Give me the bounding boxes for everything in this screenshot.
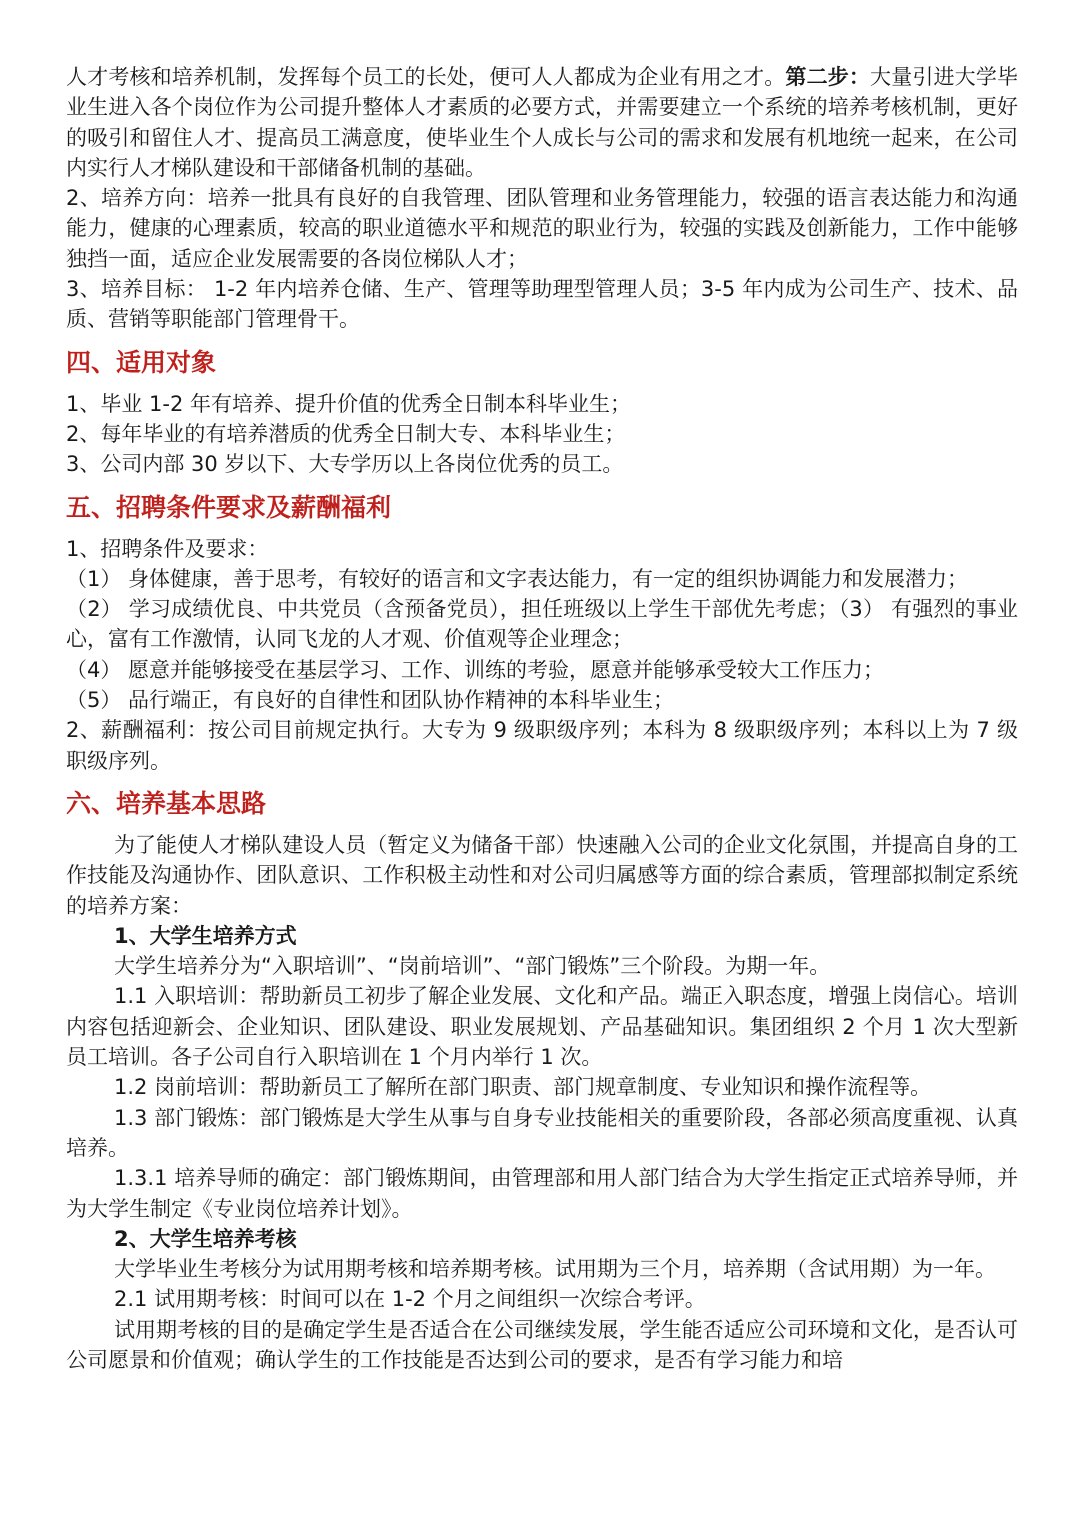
intro-lead-text: 人才考核和培养机制，发挥每个员工的长处，便可人人都成为企业有用之才。 <box>66 65 786 89</box>
section-5-item: （2） 学习成绩优良、中共党员（含预备党员），担任班级以上学生干部优先考虑；（3） 有强烈的事业心，富有工作激情，认同飞龙的人才观、价值观等企业理念； <box>66 597 1018 652</box>
subsection-1-paragraph: 1.2 岗前培训：帮助新员工了解所在部门职责、部门规章制度、专业知识和操作流程等。 <box>114 1075 932 1100</box>
subsection-2-paragraph: 试用期考核的目的是确定学生是否适合在公司继续发展，学生能否适应公司环境和文化，是否认可公司愿景和价值观；确认学生的工作技能是否达到公司的要求，是否有学习能力和培 <box>66 1317 1018 1372</box>
subsection-1-title: 1、大学生培养方式 <box>114 923 297 948</box>
document-page <box>66 62 1018 1375</box>
section-6-intro: 为了能使人才梯队建设人员（暂定义为储备干部）快速融入公司的企业文化氛围，并提高自身的工作技能及沟通协作、团队意识、工作积极主动性和对公司归属感等方面的综合素质，管理部拟制定系统的培养方案： <box>66 832 1018 918</box>
section-4-item: 2、每年毕业的有培养潜质的优秀全日制大专、本科毕业生； <box>66 421 626 446</box>
subsection-1-paragraph: 1.3 部门锻炼：部门锻炼是大学生从事与自身专业技能相关的重要阶段，各部必须高度重视、认真培养。 <box>66 1105 1018 1160</box>
section-5-item: （1） 身体健康，善于思考，有较好的语言和文字表达能力，有一定的组织协调能力和发展潜力； <box>66 566 969 591</box>
subsection-2-paragraph: 大学毕业生考核分为试用期考核和培养期考核。试用期为三个月，培养期（含试用期）为一年。 <box>114 1257 996 1282</box>
section-5-item: （4） 愿意并能够接受在基层学习、工作、训练的考验，愿意并能够承受较大工作压力； <box>66 657 885 682</box>
section-5-heading: 五、招聘条件要求及薪酬福利 <box>66 492 392 522</box>
intro-rest-text: 大量引进大学毕业生进入各个岗位作为公司提升整体人才素质的必要方式，并需要建立一个系统的培养考核机制，更好的吸引和留住人才、提高员工满意度，使毕业生个人成长与公司的需求和发展有机地统一起来，在公司内实行人才梯队建设和干部储备机制的基础。 <box>66 65 1019 180</box>
section-5-item: （5） 品行端正，有良好的自律性和团队协作精神的本科毕业生； <box>66 688 675 713</box>
subsection-1-paragraph: 1.1 入职培训：帮助新员工初步了解企业发展、文化和产品。端正入职态度，增强上岗信心。培训内容包括迎新会、企业知识、团队建设、职业发展规划、产品基础知识。集团组织 2 个月 1 次大型新员工培训。各子公司自行入职培训在 1 个月内举行 1 次。 <box>66 984 1018 1070</box>
section-4-item: 3、公司内部 30 岁以下、大专学历以上各岗位优秀的员工。 <box>66 452 624 477</box>
subsection-2-paragraph: 2.1 试用期考核：时间可以在 1-2 个月之间组织一次综合考评。 <box>114 1287 706 1312</box>
training-goal: 3、培养目标： 1-2 年内培养仓储、生产、管理等助理型管理人员；3-5 年内成为公司生产、技术、品质、营销等职能部门管理骨干。 <box>66 277 1018 332</box>
training-direction: 2、培养方向：培养一批具有良好的自我管理、团队管理和业务管理能力，较强的语言表达能力和沟通能力，健康的心理素质，较高的职业道德水平和规范的职业行为，较强的实践及创新能力，工作中能够独挡一面，适应企业发展需要的各岗位梯队人才； <box>66 186 1018 271</box>
subsection-2-title: 2、大学生培养考核 <box>114 1226 297 1251</box>
subsection-1-paragraph: 大学生培养分为“入职培训”、“岗前培训”、“部门锻炼”三个阶段。为期一年。 <box>114 954 831 979</box>
section-5-item: 1、招聘条件及要求： <box>66 536 269 561</box>
section-4-heading: 四、适用对象 <box>66 347 217 377</box>
step-two-label: 第二步： <box>785 65 871 89</box>
section-6-heading: 六、培养基本思路 <box>66 788 267 818</box>
intro-paragraph-1 <box>66 62 1018 183</box>
subsection-1-paragraph: 1.3.1 培养导师的确定：部门锻炼期间，由管理部和用人部门结合为大学生指定正式培养导师，并为大学生制定《专业岗位培养计划》。 <box>66 1166 1018 1221</box>
section-5-item: 2、薪酬福利：按公司目前规定执行。大专为 9 级职级序列；本科为 8 级职级序列；本科以上为 7 级职级序列。 <box>66 718 1018 773</box>
section-4-item: 1、毕业 1-2 年有培养、提升价值的优秀全日制本科毕业生； <box>66 391 632 416</box>
